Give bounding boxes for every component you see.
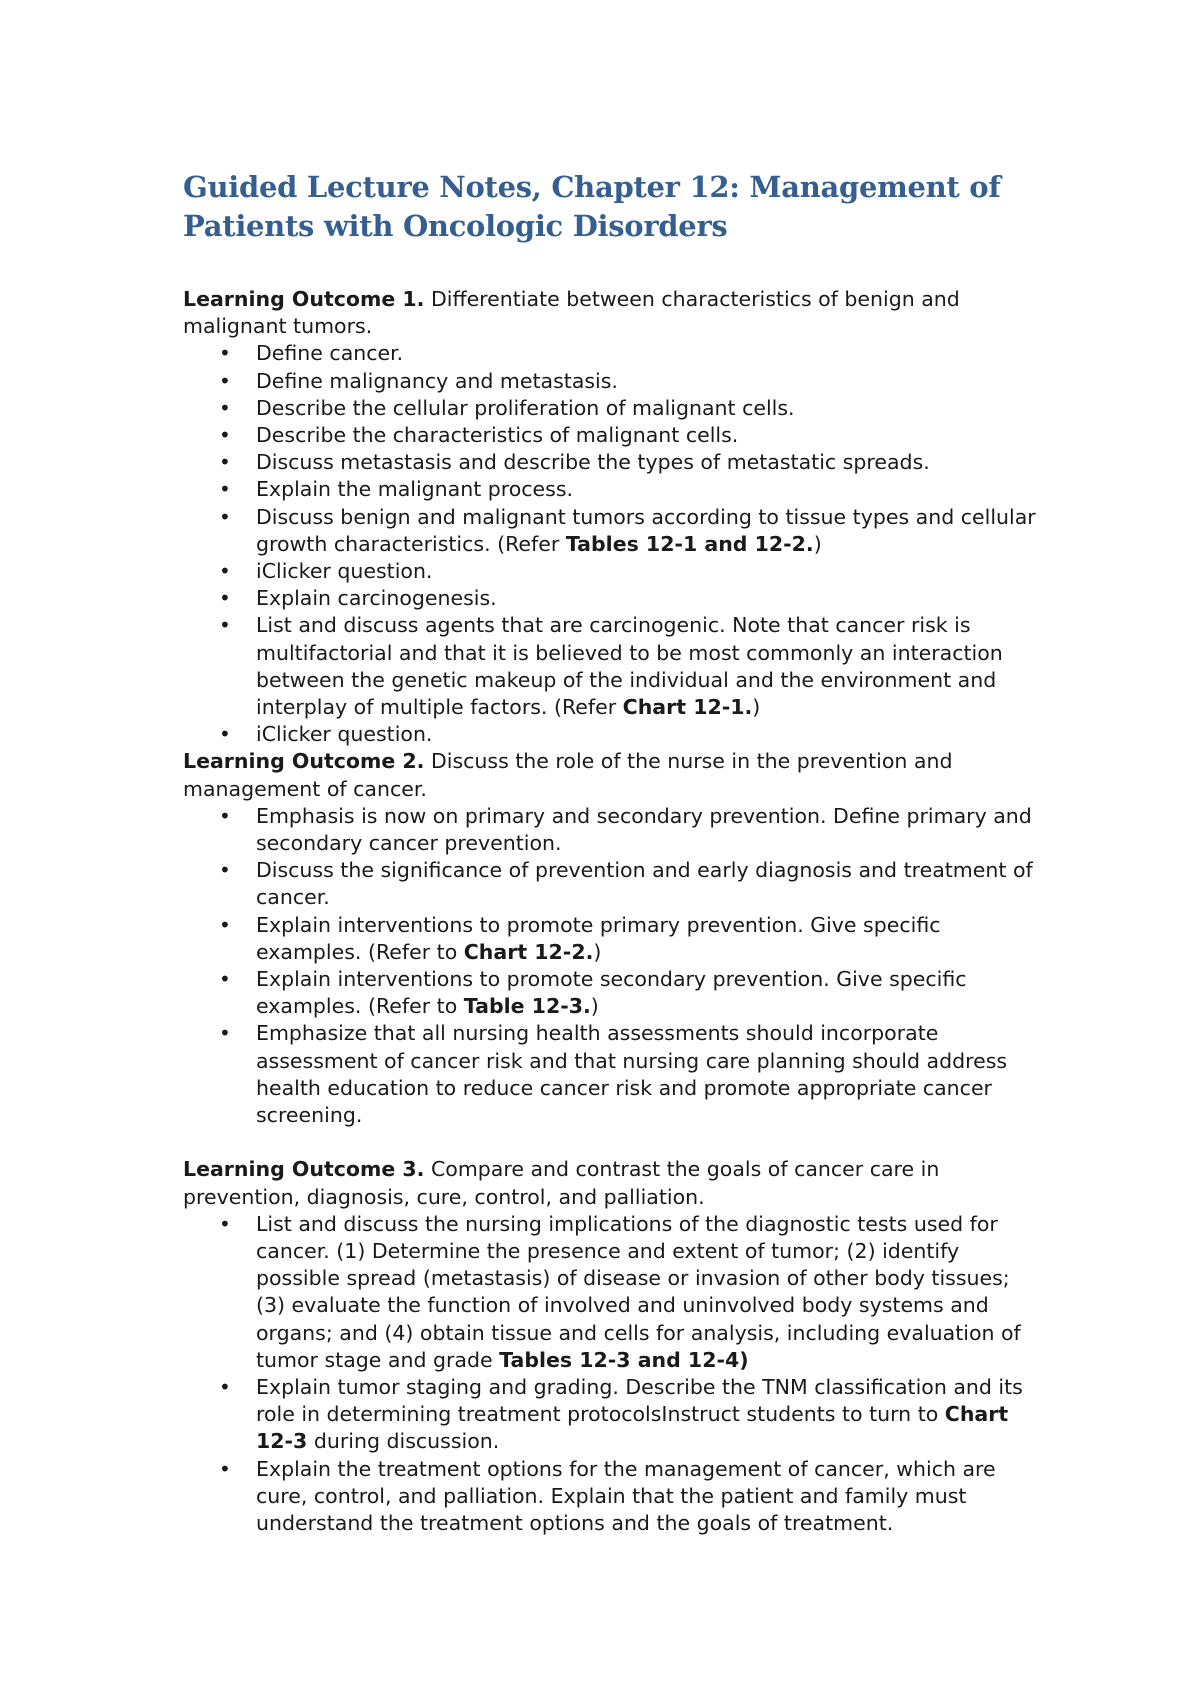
list-item — [256, 1211, 1043, 1374]
list-item-text: Discuss benign and malignant tumors according to tissue types and cellular growth characteristics. (Refer — [256, 504, 1036, 556]
learning-outcome-label: Learning Outcome 1. — [183, 287, 425, 311]
reference-label: Chart 12-1. — [622, 695, 753, 720]
list-item-text: Discuss metastasis and describe the types of metastatic spreads. — [256, 450, 930, 475]
section-spacer — [183, 1129, 1043, 1156]
list-item-trailing-text: during discussion. — [307, 1429, 500, 1454]
list-item-text: List and discuss agents that are carcinogenic. Note that cancer risk is multifactorial and that it is believed to be most commonly an interaction between the genetic makeup of the individual and the environment and interplay of multiple factors. (Refer — [256, 613, 1003, 720]
reference-label: Chart 12-3 — [256, 1402, 1009, 1454]
list-item — [256, 803, 1043, 857]
bullet-list — [183, 1211, 1043, 1537]
learning-outcome-label: Learning Outcome 2. — [183, 749, 425, 774]
list-item-text: Define cancer. — [256, 341, 404, 366]
list-item-text: Discuss the significance of prevention and early diagnosis and treatment of cancer. — [256, 858, 1033, 910]
bullet-list — [183, 803, 1043, 1129]
list-item — [256, 1020, 1043, 1129]
list-item-trailing-text: ) — [752, 695, 761, 720]
list-item — [256, 476, 1043, 503]
list-item — [256, 1456, 1043, 1538]
list-item — [256, 1374, 1043, 1456]
reference-label: Chart 12-2. — [463, 939, 594, 964]
list-item — [256, 368, 1043, 395]
reference-label: Tables 12-3 and 12-4) — [499, 1347, 749, 1372]
outcomes-container — [183, 286, 1043, 1537]
learning-outcome-label: Learning Outcome 3. — [183, 1157, 425, 1182]
list-item-text: iClicker question. — [256, 722, 433, 747]
list-item-text: Describe the characteristics of malignant cells. — [256, 423, 739, 448]
bullet-list — [183, 340, 1043, 748]
list-item-text: Explain carcinogenesis. — [256, 586, 497, 611]
list-item-trailing-text: ) — [813, 531, 822, 556]
list-item-text: List and discuss the nursing implications of the diagnostic tests used for cancer. (1) Determine the presence and extent of tumor; (2) identify possible spread (metastasis) of disease or invasion of other body tissues; (3) evaluate the function of involved and uninvolved body systems and organs; and (4) obtain tissue and cells for analysis, including evaluation of tumor stage and grade — [256, 1211, 1021, 1372]
list-item-text: Emphasize that all nursing health assessments should incorporate assessment of cancer risk and that nursing care planning should address health education to reduce cancer risk and promote appropriate cancer screening. — [256, 1021, 1008, 1128]
list-item — [256, 585, 1043, 612]
list-item-trailing-text: ) — [593, 939, 602, 964]
list-item — [256, 504, 1043, 558]
list-item — [256, 912, 1043, 966]
document-title: Guided Lecture Notes, Chapter 12: Management of Patients with Oncologic Disorders — [183, 170, 1001, 243]
list-item — [256, 395, 1043, 422]
list-item-text: Explain interventions to promote primary prevention. Give specific examples. (Refer to — [256, 912, 941, 964]
list-item-text: Describe the cellular proliferation of malignant cells. — [256, 395, 795, 420]
document-content — [183, 168, 1043, 1537]
list-item — [256, 422, 1043, 449]
list-item — [256, 857, 1043, 911]
list-item-text: Explain the malignant process. — [256, 477, 574, 502]
learning-outcome-text: Compare and contrast the goals of cancer care in prevention, diagnosis, cure, control, and palliation. — [183, 1157, 940, 1209]
learning-outcome-text: Differentiate between characteristics of benign and malignant tumors. — [183, 287, 960, 339]
reference-label: Table 12-3. — [463, 994, 591, 1019]
list-item — [256, 558, 1043, 585]
list-item-text: Emphasis is now on primary and secondary prevention. Define primary and secondary cancer prevention. — [256, 803, 1032, 856]
list-item-text: iClicker question. — [256, 559, 433, 584]
list-item-text: Explain interventions to promote secondary prevention. Give specific examples. (Refer to — [256, 967, 967, 1019]
list-item — [256, 966, 1043, 1020]
learning-outcome-text: Discuss the role of the nurse in the prevention and management of cancer. — [183, 749, 953, 801]
list-item — [256, 721, 1043, 748]
list-item-text: Explain the treatment options for the management of cancer, which are cure, control, and palliation. Explain that the patient and family must understand the treatment options and the goals of treatment. — [256, 1456, 996, 1535]
learning-outcome-heading — [183, 1156, 1043, 1210]
list-item — [256, 340, 1043, 367]
list-item — [256, 449, 1043, 476]
learning-outcome-heading — [183, 748, 1043, 802]
list-item — [256, 612, 1043, 721]
learning-outcome-heading — [183, 286, 1043, 340]
reference-label: Tables 12-1 and 12-2. — [565, 531, 814, 556]
list-item-text: Define malignancy and metastasis. — [256, 368, 618, 393]
list-item-trailing-text: ) — [590, 994, 599, 1019]
list-item-text: Explain tumor staging and grading. Describe the TNM classification and its role in determining treatment protocolsInstruct students to turn to — [256, 1374, 1023, 1427]
